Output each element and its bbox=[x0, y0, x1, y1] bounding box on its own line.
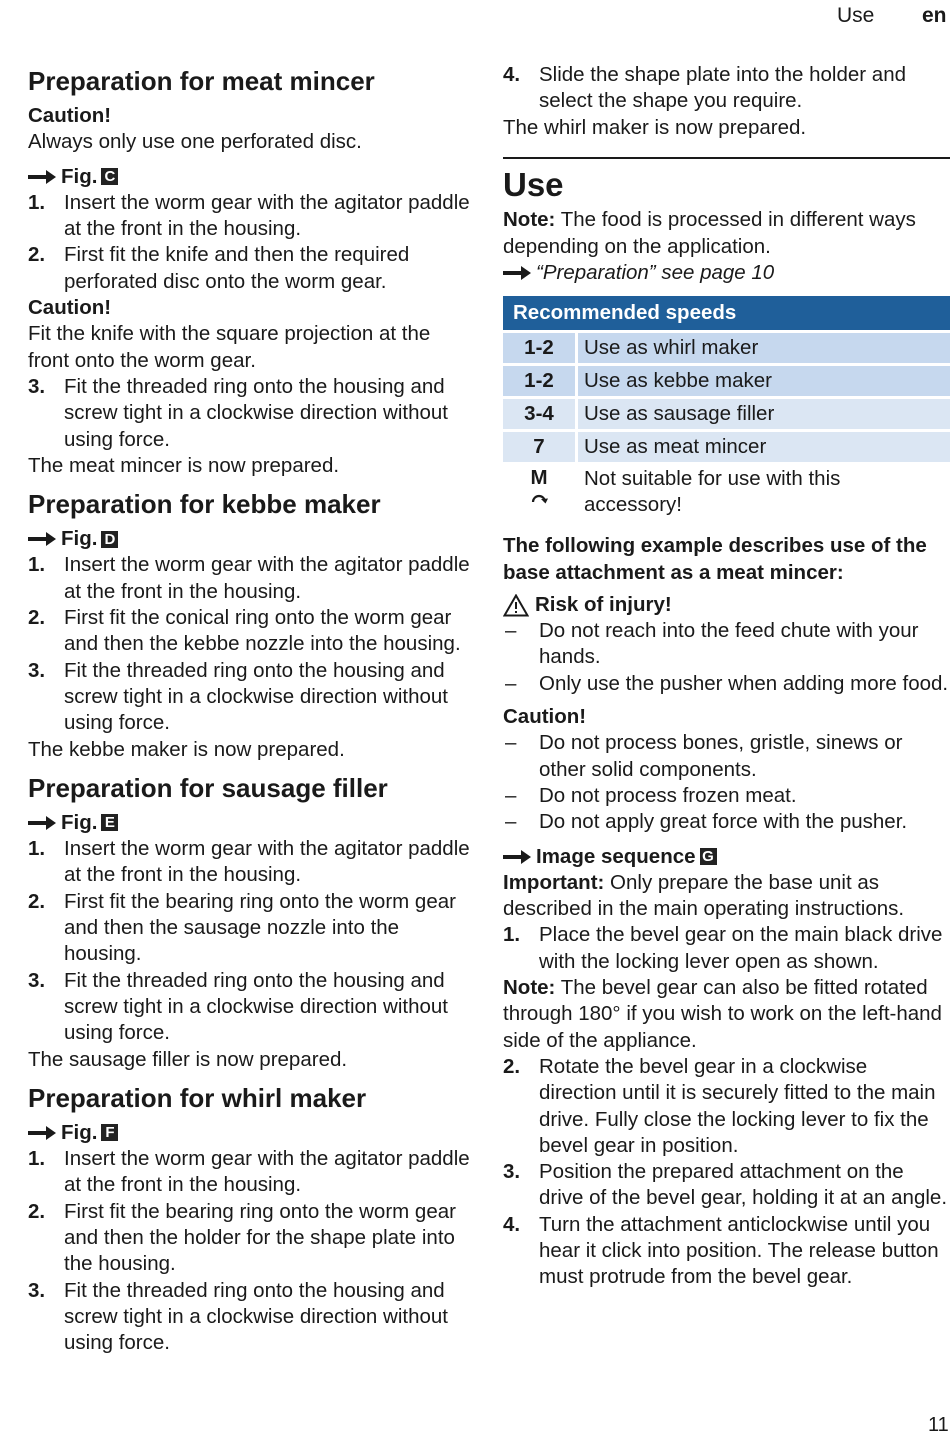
use-note bbox=[503, 207, 950, 260]
result-text: The kebbe maker is now prepared. bbox=[28, 737, 473, 763]
step bbox=[503, 1212, 950, 1291]
reference-text: “Preparation” see page 10 bbox=[536, 260, 774, 286]
speed-cell: 7 bbox=[503, 431, 577, 464]
step-text: Fit the threaded ring onto the housing and screw tight in a clockwise direction without using force. bbox=[64, 969, 448, 1045]
example-intro: The following example describes use of the base attachment as a meat mincer: bbox=[503, 533, 950, 586]
meat-mincer-section bbox=[28, 66, 473, 479]
step-number: 2. bbox=[28, 242, 45, 268]
step bbox=[28, 605, 473, 658]
arrow-right-icon bbox=[28, 170, 56, 184]
step bbox=[28, 1199, 473, 1278]
step-text: Insert the worm gear with the agitator paddle at the front in the housing. bbox=[64, 191, 470, 240]
step-number: 3. bbox=[28, 968, 45, 994]
step-text: First fit the knife and then the required perforated disc onto the worm gear. bbox=[64, 243, 409, 292]
arrow-right-icon bbox=[28, 1126, 56, 1140]
step bbox=[28, 968, 473, 1047]
section-title: Preparation for sausage filler bbox=[28, 773, 473, 803]
step-number: 1. bbox=[503, 922, 520, 948]
table-header: Recommended speeds bbox=[503, 296, 950, 332]
step-text: Turn the attachment anticlockwise until you hear it click into position. The release button must protrude from the bevel gear. bbox=[539, 1213, 939, 1289]
figure-ref bbox=[28, 1120, 473, 1146]
step bbox=[503, 922, 950, 975]
step-text: Place the bevel gear on the main black drive with the locking lever open as shown. bbox=[539, 923, 942, 972]
fig-letter: C bbox=[101, 168, 118, 185]
step bbox=[28, 658, 473, 737]
step-number: 2. bbox=[28, 605, 45, 631]
step bbox=[28, 1146, 473, 1199]
figure-ref bbox=[28, 526, 473, 552]
fig-label: Fig. bbox=[61, 164, 97, 190]
dash-marker: – bbox=[505, 618, 516, 644]
step-text: Insert the worm gear with the agitator paddle at the front in the housing. bbox=[64, 1147, 470, 1196]
arrow-right-icon bbox=[503, 266, 531, 280]
step bbox=[28, 836, 473, 889]
step-number: 4. bbox=[503, 62, 520, 88]
step-number: 3. bbox=[28, 1278, 45, 1304]
caution-label: Caution! bbox=[503, 704, 950, 730]
fig-label: Fig. bbox=[61, 526, 97, 552]
bullet-text: Do not apply great force with the pusher. bbox=[539, 810, 907, 833]
step-text: Insert the worm gear with the agitator paddle at the front in the housing. bbox=[64, 837, 470, 886]
result-text: The sausage filler is now prepared. bbox=[28, 1047, 473, 1073]
table-row bbox=[503, 365, 950, 398]
bullet-text: Do not process frozen meat. bbox=[539, 784, 797, 807]
table-row bbox=[503, 464, 950, 520]
important-text: Only prepare the base unit as described in the main operating instructions. bbox=[503, 871, 904, 920]
important-note bbox=[503, 870, 950, 923]
step bbox=[503, 1159, 950, 1212]
step-number: 1. bbox=[28, 836, 45, 862]
note-text: The food is processed in different ways depending on the application. bbox=[503, 208, 916, 257]
header-section: Use bbox=[837, 4, 874, 28]
step bbox=[28, 190, 473, 243]
sequence-label: Image sequence bbox=[536, 844, 696, 870]
speed-cell: 1-2 bbox=[503, 365, 577, 398]
note-label: Note: bbox=[503, 976, 555, 999]
bullet bbox=[503, 783, 950, 809]
step-number: 1. bbox=[28, 190, 45, 216]
sausage-filler-section bbox=[28, 773, 473, 1073]
step-text: Fit the threaded ring onto the housing and screw tight in a clockwise direction without using force. bbox=[64, 1279, 448, 1355]
rotate-icon bbox=[529, 490, 549, 510]
step-text: Slide the shape plate into the holder and select the shape you require. bbox=[539, 63, 906, 112]
whirl-maker-section bbox=[28, 1083, 473, 1357]
header-language: en bbox=[922, 4, 947, 28]
step bbox=[28, 374, 473, 453]
step bbox=[503, 1054, 950, 1159]
important-label: Important: bbox=[503, 871, 604, 894]
step-text: Fit the threaded ring onto the housing and screw tight in a clockwise direction without using force. bbox=[64, 375, 448, 451]
note-text: The bevel gear can also be fitted rotated through 180° if you wish to work on the left-hand side of the appliance. bbox=[503, 976, 942, 1052]
speed-cell: 1-2 bbox=[503, 332, 577, 365]
bullet-text: Do not reach into the feed chute with your hands. bbox=[539, 619, 918, 668]
table-row bbox=[503, 332, 950, 365]
step bbox=[503, 62, 950, 115]
fig-letter: D bbox=[101, 531, 118, 548]
step-number: 3. bbox=[503, 1159, 520, 1185]
speed-value: M bbox=[509, 466, 569, 490]
section-title: Preparation for kebbe maker bbox=[28, 489, 473, 519]
dash-marker: – bbox=[505, 783, 516, 809]
use-title: Use bbox=[503, 165, 950, 205]
step-text: First fit the conical ring onto the worm gear and then the kebbe nozzle into the housing. bbox=[64, 606, 461, 655]
arrow-right-icon bbox=[28, 816, 56, 830]
speed-cell bbox=[503, 464, 577, 520]
caution-label: Caution! bbox=[28, 103, 473, 129]
bullet bbox=[503, 618, 950, 671]
page-reference bbox=[503, 260, 950, 286]
table-row bbox=[503, 431, 950, 464]
note-label: Note: bbox=[503, 208, 555, 231]
kebbe-maker-section bbox=[28, 489, 473, 763]
bevel-note bbox=[503, 975, 950, 1054]
risk-heading bbox=[503, 592, 950, 618]
use-cell: Use as whirl maker bbox=[577, 332, 950, 365]
bullet bbox=[503, 809, 950, 835]
bullet bbox=[503, 730, 950, 783]
step-text: Rotate the bevel gear in a clockwise direction until it is securely fitted to the main drive. Fully close the locking lever to fix the bevel gear in position. bbox=[539, 1055, 936, 1157]
caution-label: Caution! bbox=[28, 295, 473, 321]
fig-letter: F bbox=[101, 1124, 118, 1141]
section-title: Preparation for meat mincer bbox=[28, 66, 473, 96]
step-number: 3. bbox=[28, 658, 45, 684]
fig-label: Fig. bbox=[61, 1120, 97, 1146]
table-row bbox=[503, 398, 950, 431]
step-text: First fit the bearing ring onto the worm gear and then the sausage nozzle into the housing. bbox=[64, 890, 456, 966]
step-text: Fit the threaded ring onto the housing and screw tight in a clockwise direction without using force. bbox=[64, 659, 448, 735]
use-cell: Use as sausage filler bbox=[577, 398, 950, 431]
section-divider bbox=[503, 157, 950, 160]
figure-ref bbox=[28, 164, 473, 190]
step bbox=[28, 889, 473, 968]
fig-letter: E bbox=[101, 814, 118, 831]
figure-ref bbox=[28, 810, 473, 836]
bullet-text: Do not process bones, gristle, sinews or other solid components. bbox=[539, 731, 902, 780]
arrow-right-icon bbox=[503, 850, 531, 864]
step-number: 1. bbox=[28, 1146, 45, 1172]
dash-marker: – bbox=[505, 809, 516, 835]
speed-cell: 3-4 bbox=[503, 398, 577, 431]
dash-marker: – bbox=[505, 730, 516, 756]
caution-text: Fit the knife with the square projection at the front onto the worm gear. bbox=[28, 321, 473, 374]
step-number: 2. bbox=[28, 889, 45, 915]
speeds-table bbox=[503, 296, 950, 519]
use-cell: Use as kebbe maker bbox=[577, 365, 950, 398]
sequence-letter: G bbox=[700, 848, 717, 865]
step-number: 1. bbox=[28, 552, 45, 578]
step-text: First fit the bearing ring onto the worm gear and then the holder for the shape plate into the housing. bbox=[64, 1200, 456, 1276]
right-column bbox=[503, 62, 950, 1291]
fig-label: Fig. bbox=[61, 810, 97, 836]
result-text: The whirl maker is now prepared. bbox=[503, 115, 950, 141]
step-text: Insert the worm gear with the agitator paddle at the front in the housing. bbox=[64, 553, 470, 602]
step-number: 4. bbox=[503, 1212, 520, 1238]
page-number: 11 bbox=[928, 1414, 949, 1437]
caution-text: Always only use one perforated disc. bbox=[28, 129, 473, 155]
warning-icon bbox=[503, 594, 529, 617]
step bbox=[28, 552, 473, 605]
step-number: 2. bbox=[28, 1199, 45, 1225]
risk-label: Risk of injury! bbox=[535, 592, 672, 618]
bullet-text: Only use the pusher when adding more food. bbox=[539, 672, 948, 695]
step-text: Position the prepared attachment on the drive of the bevel gear, holding it at an angle. bbox=[539, 1160, 947, 1209]
use-cell: Not suitable for use with this accessory! bbox=[577, 464, 950, 520]
step bbox=[28, 1278, 473, 1357]
bullet bbox=[503, 671, 950, 697]
dash-marker: – bbox=[505, 671, 516, 697]
step bbox=[28, 242, 473, 295]
arrow-right-icon bbox=[28, 532, 56, 546]
use-cell: Use as meat mincer bbox=[577, 431, 950, 464]
section-title: Preparation for whirl maker bbox=[28, 1083, 473, 1113]
step-number: 3. bbox=[28, 374, 45, 400]
step-number: 2. bbox=[503, 1054, 520, 1080]
result-text: The meat mincer is now prepared. bbox=[28, 453, 473, 479]
left-column bbox=[28, 62, 473, 1356]
image-sequence-ref bbox=[503, 844, 950, 870]
